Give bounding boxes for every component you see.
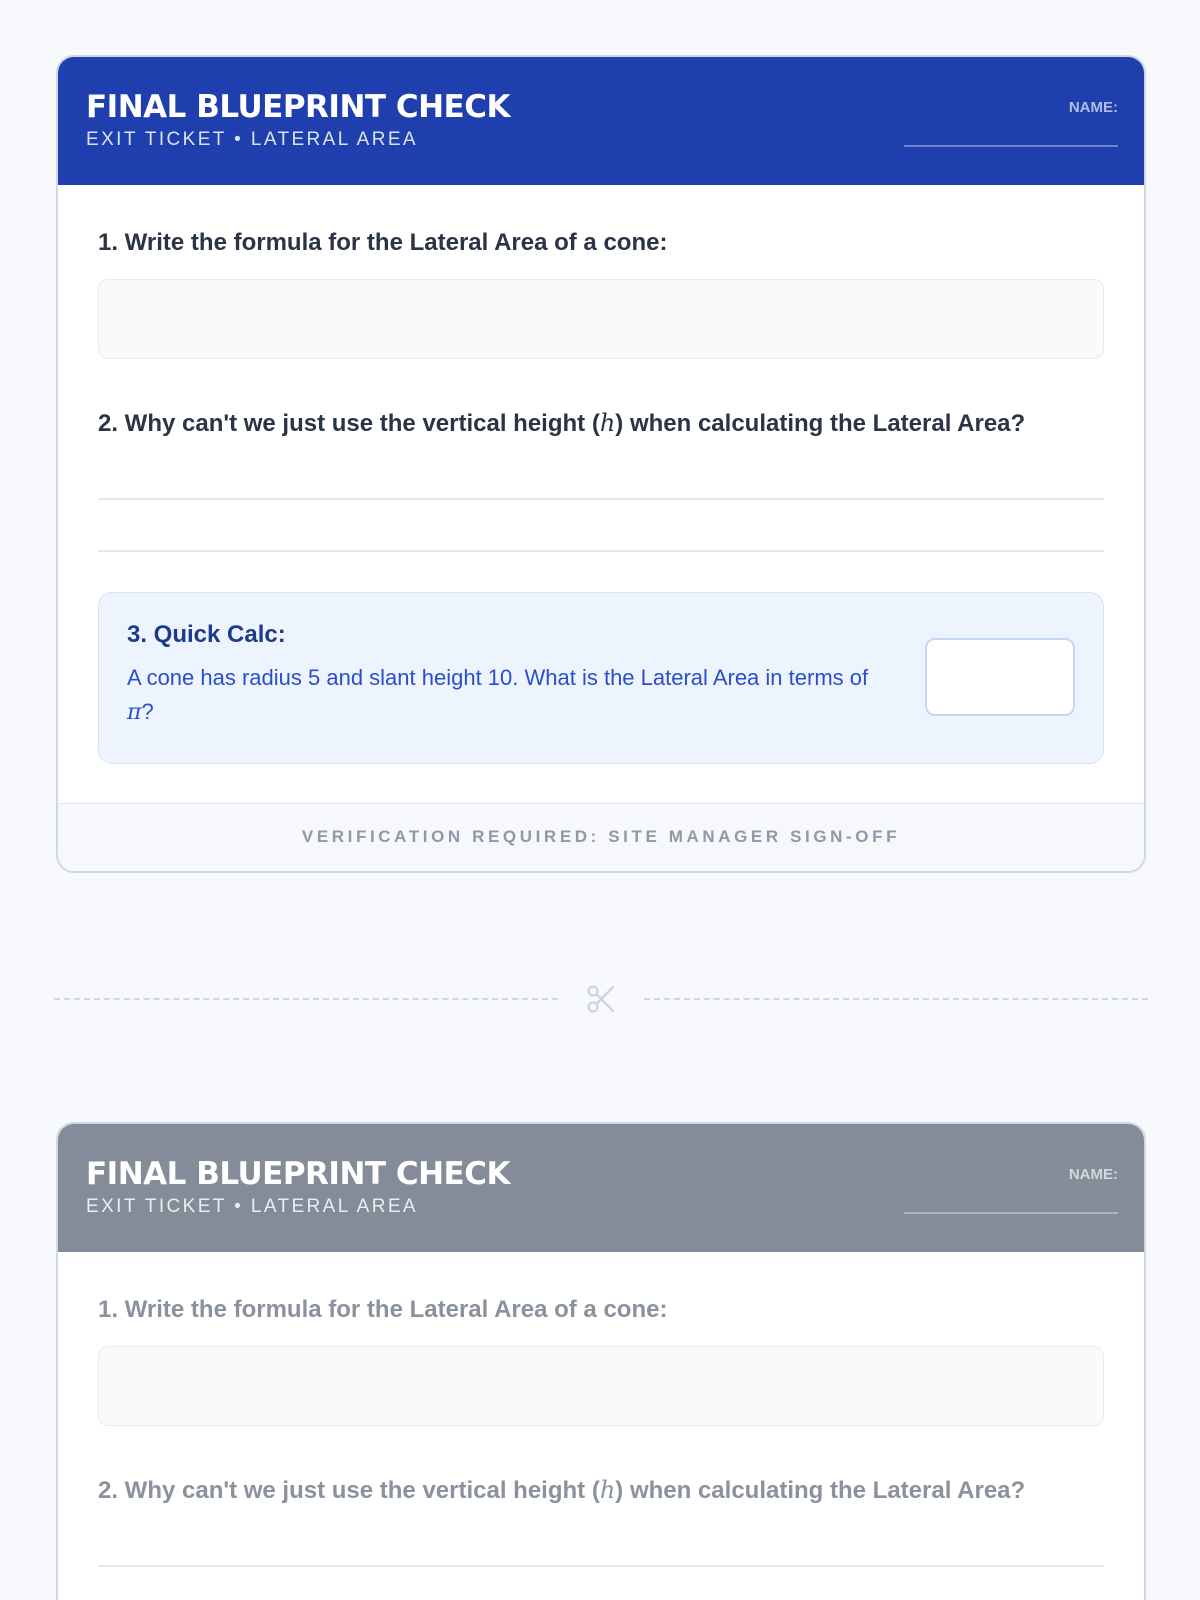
question-2-prefix: 2. Why can't we just use the vertical height ( [98, 1477, 600, 1504]
quick-calc-panel [98, 592, 1104, 764]
question-2-prefix: 2. Why can't we just use the vertical height ( [98, 410, 600, 437]
quick-calc-title: 3. Quick Calc: [127, 621, 286, 648]
quick-calc-prompt [127, 661, 887, 730]
question-1-answer-box[interactable] [98, 279, 1104, 359]
quick-calc-prompt-end: ? [141, 699, 154, 724]
name-label: NAME: [1068, 99, 1118, 116]
question-2 [98, 407, 1104, 440]
name-field[interactable] [904, 145, 1118, 147]
verification-footer: VERIFICATION REQUIRED: SITE MANAGER SIGN-OFF [58, 803, 1144, 871]
name-label: NAME: [1068, 1166, 1118, 1183]
question-2-suffix: ) when calculating the Lateral Area? [615, 410, 1026, 437]
question-2-suffix: ) when calculating the Lateral Area? [615, 1477, 1026, 1504]
quick-calc-answer-input[interactable] [925, 638, 1075, 716]
ticket-title: FINAL BLUEPRINT CHECK [86, 1156, 510, 1192]
question-1: 1. Write the formula for the Lateral Area of a cone: [98, 1296, 668, 1323]
question-2 [98, 1474, 1104, 1507]
pi-symbol: π [127, 700, 142, 725]
exit-ticket-card [56, 1122, 1146, 1600]
ticket-header [58, 1124, 1144, 1252]
ticket-body [58, 1252, 1144, 1567]
question-1: 1. Write the formula for the Lateral Area of a cone: [98, 229, 668, 256]
height-variable: h [599, 409, 616, 437]
dashed-divider [644, 998, 1148, 1000]
answer-line[interactable] [98, 498, 1104, 500]
height-variable: h [599, 1476, 616, 1504]
answer-line[interactable] [98, 550, 1104, 552]
ticket-title: FINAL BLUEPRINT CHECK [86, 89, 510, 125]
cut-line [54, 980, 1148, 1020]
quick-calc-prompt-text: A cone has radius 5 and slant height 10. What is the Lateral Area in terms of [127, 665, 869, 690]
ticket-body [58, 185, 1144, 764]
answer-line[interactable] [98, 1565, 1104, 1567]
ticket-subtitle: EXIT TICKET • LATERAL AREA [86, 1196, 418, 1217]
ticket-subtitle: EXIT TICKET • LATERAL AREA [86, 129, 418, 150]
exit-ticket-card [56, 55, 1146, 873]
dashed-divider [54, 998, 558, 1000]
name-field[interactable] [904, 1212, 1118, 1214]
ticket-header [58, 57, 1144, 185]
scissors-icon [584, 982, 618, 1016]
question-1-answer-box[interactable] [98, 1346, 1104, 1426]
